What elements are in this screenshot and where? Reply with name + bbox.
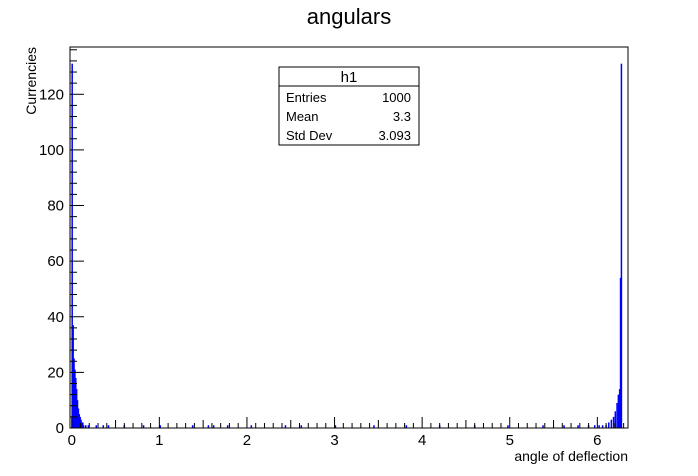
y-tick-label: 20 <box>47 364 64 382</box>
stats-value-entries: 1000 <box>382 90 411 105</box>
x-tick-label: 3 <box>330 432 339 449</box>
stats-box <box>279 67 419 145</box>
histogram-bar <box>613 417 615 428</box>
histogram-bar <box>608 422 610 428</box>
histogram-bar <box>616 403 618 428</box>
histogram-bar <box>621 64 623 428</box>
stats-box-title: h1 <box>340 69 358 86</box>
y-tick-label: 80 <box>47 197 64 215</box>
y-tick-label: 0 <box>55 420 64 437</box>
x-tick-label: 0 <box>67 432 76 449</box>
stats-label-mean: Mean <box>286 109 319 124</box>
y-tick-label: 100 <box>38 141 64 159</box>
x-tick-label: 5 <box>505 432 514 449</box>
x-tick-label: 1 <box>155 432 164 449</box>
histogram-bar <box>618 395 620 428</box>
x-axis-label: angle of deflection <box>514 448 628 464</box>
x-tick-label: 4 <box>417 432 427 449</box>
stats-value-std-dev: 3.093 <box>378 128 411 143</box>
stats-label-entries: Entries <box>286 90 327 105</box>
histogram-bar <box>611 420 613 428</box>
y-tick-label: 120 <box>38 86 64 104</box>
stats-label-std-dev: Std Dev <box>286 128 333 143</box>
y-tick-label: 60 <box>47 253 64 271</box>
x-tick-label: 6 <box>593 432 602 449</box>
stats-value-mean: 3.3 <box>392 109 411 124</box>
x-tick-label: 2 <box>242 432 252 449</box>
chart-title: angulars <box>306 4 392 29</box>
y-axis-label: Currencies <box>23 47 39 115</box>
y-tick-label: 40 <box>47 308 64 326</box>
